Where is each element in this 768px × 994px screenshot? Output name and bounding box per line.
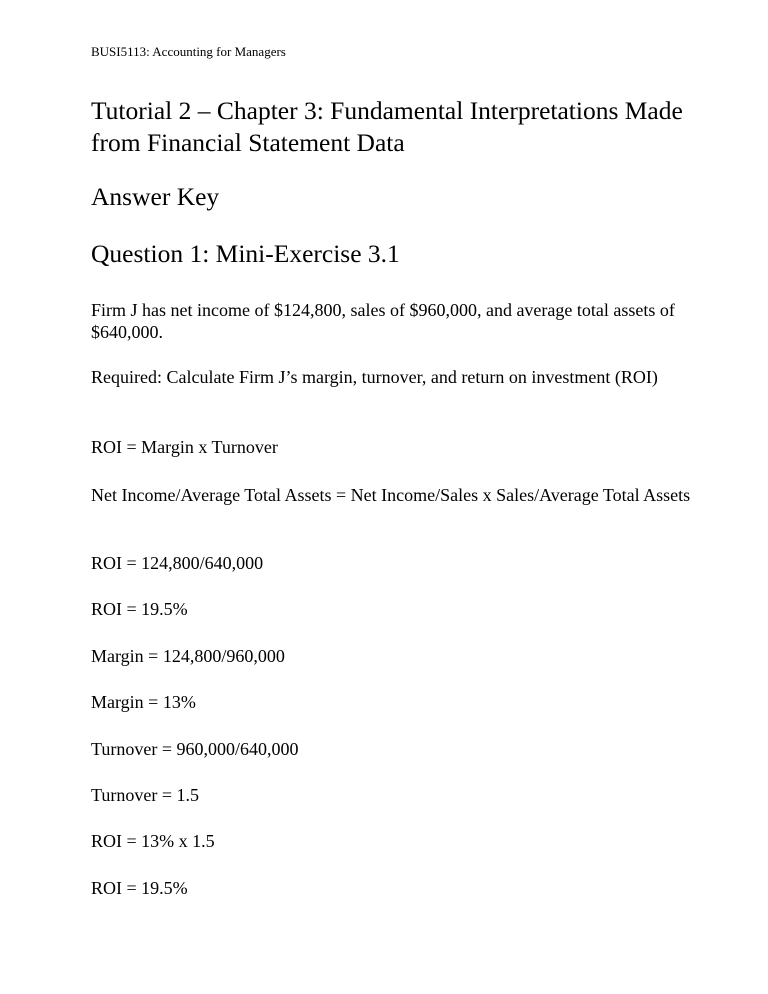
document-title: Tutorial 2 – Chapter 3: Fundamental Interpretations Made from Financial Statement Data [91,96,683,157]
roi-result: ROI = 19.5% [91,599,188,619]
margin-result: Margin = 13% [91,692,196,712]
margin-calculation: Margin = 124,800/960,000 [91,646,285,666]
roi-calculation: ROI = 124,800/640,000 [91,553,264,573]
required-statement: Required: Calculate Firm J’s margin, turnover, and return on investment (ROI) [91,367,658,387]
roi-check-calculation: ROI = 13% x 1.5 [91,831,215,851]
question-heading: Question 1: Mini-Exercise 3.1 [91,239,400,268]
roi-formula: ROI = Margin x Turnover [91,437,278,457]
roi-check-result: ROI = 19.5% [91,878,188,898]
expanded-formula: Net Income/Average Total Assets = Net Income/Sales x Sales/Average Total Assets [91,485,691,505]
turnover-calculation: Turnover = 960,000/640,000 [91,739,299,759]
page-header-course: BUSI5113: Accounting for Managers [91,44,286,59]
answer-key-heading: Answer Key [91,182,220,211]
problem-statement: Firm J has net income of $124,800, sales of $960,000, and average total assets of $640,000. [91,300,675,342]
turnover-result: Turnover = 1.5 [91,785,199,805]
